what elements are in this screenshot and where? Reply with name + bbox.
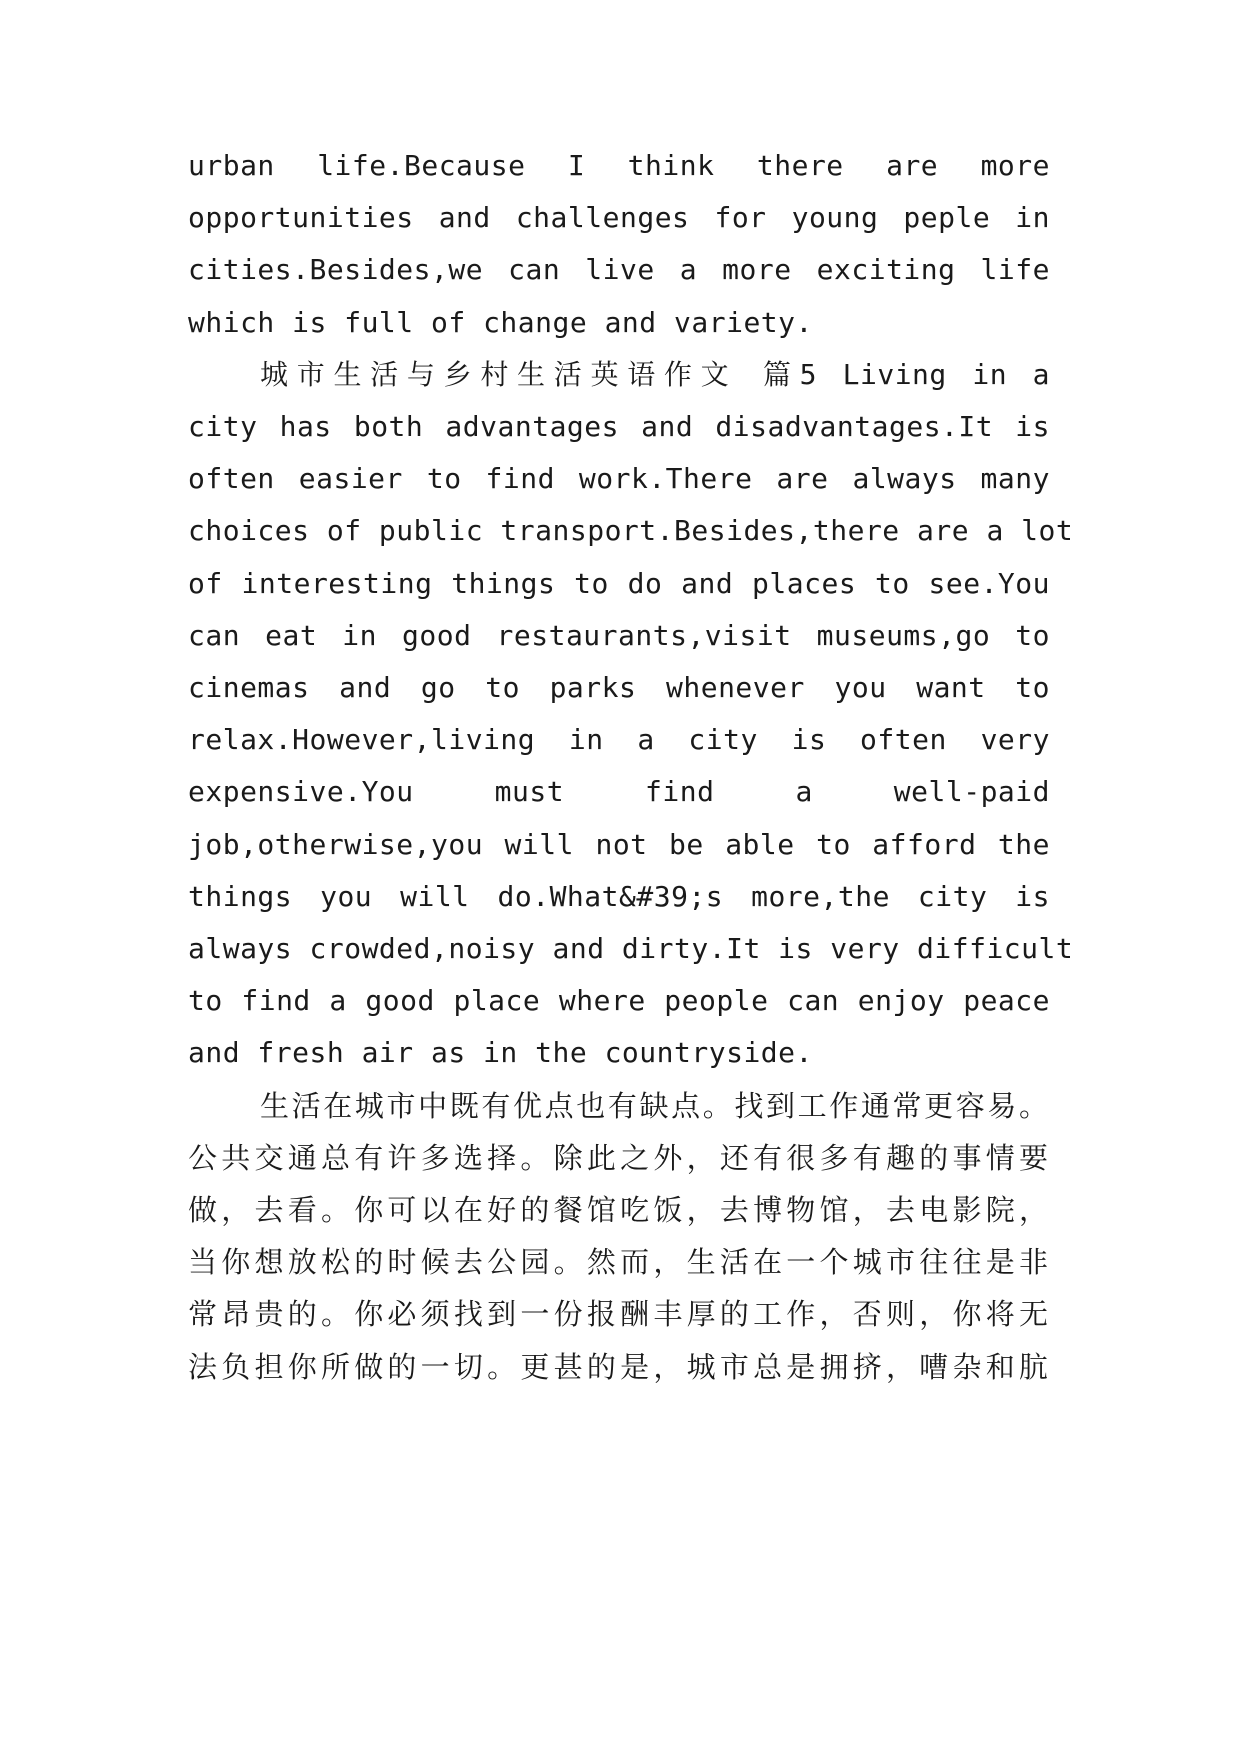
translation-line: 常昂贵的。你必须找到一份报酬丰厚的工作，否则，你将无 [188, 1297, 1050, 1332]
essay-line: of interesting things to do and places to see.You [188, 566, 1050, 600]
essay-line: city has both advantages and disadvantages.It is [188, 410, 1050, 443]
essay-line: 城市生活与乡村生活英语作文 篇5 Living in a [260, 357, 1050, 391]
essay-line: choices of public transport.Besides,there are a lot [188, 514, 1074, 548]
essay-line: urban life.Because I think there are more [188, 149, 1050, 182]
essay-line: always crowded,noisy and dirty.It is very difficult [188, 932, 1074, 965]
essay-line: can eat in good restaurants,visit museums,go to [188, 618, 1050, 652]
essay-line: relax.However,living in a city is often very [188, 723, 1050, 757]
essay-line: which is full of change and variety. [188, 305, 813, 339]
essay-line: opportunities and challenges for young peple in [188, 201, 1050, 235]
translation-line: 生活在城市中既有优点也有缺点。找到工作通常更容易。 [260, 1088, 1050, 1123]
essay-line: things you will do.What&#39;s more,the city is [188, 879, 1050, 913]
essay-line: expensive.You must find a well-paid [188, 775, 1050, 809]
translation-line: 公共交通总有许多选择。除此之外，还有很多有趣的事情要 [188, 1140, 1050, 1175]
essay-line: cities.Besides,we can live a more exciting life [188, 253, 1050, 287]
translation-line: 法负担你所做的一切。更甚的是，城市总是拥挤，嘈杂和肮 [188, 1349, 1050, 1384]
translation-line: 当你想放松的时候去公园。然而，生活在一个城市往往是非 [188, 1245, 1050, 1280]
essay-line: job,otherwise,you will not be able to afford the [188, 827, 1050, 861]
essay-line: to find a good place where people can enjoy peace [188, 984, 1050, 1018]
essay-line: cinemas and go to parks whenever you want to [188, 671, 1050, 704]
essay-line: often easier to find work.There are always many [188, 462, 1050, 496]
essay-line: and fresh air as in the countryside. [188, 1036, 813, 1070]
translation-line: 做，去看。你可以在好的餐馆吃饭，去博物馆，去电影院， [188, 1193, 1050, 1227]
